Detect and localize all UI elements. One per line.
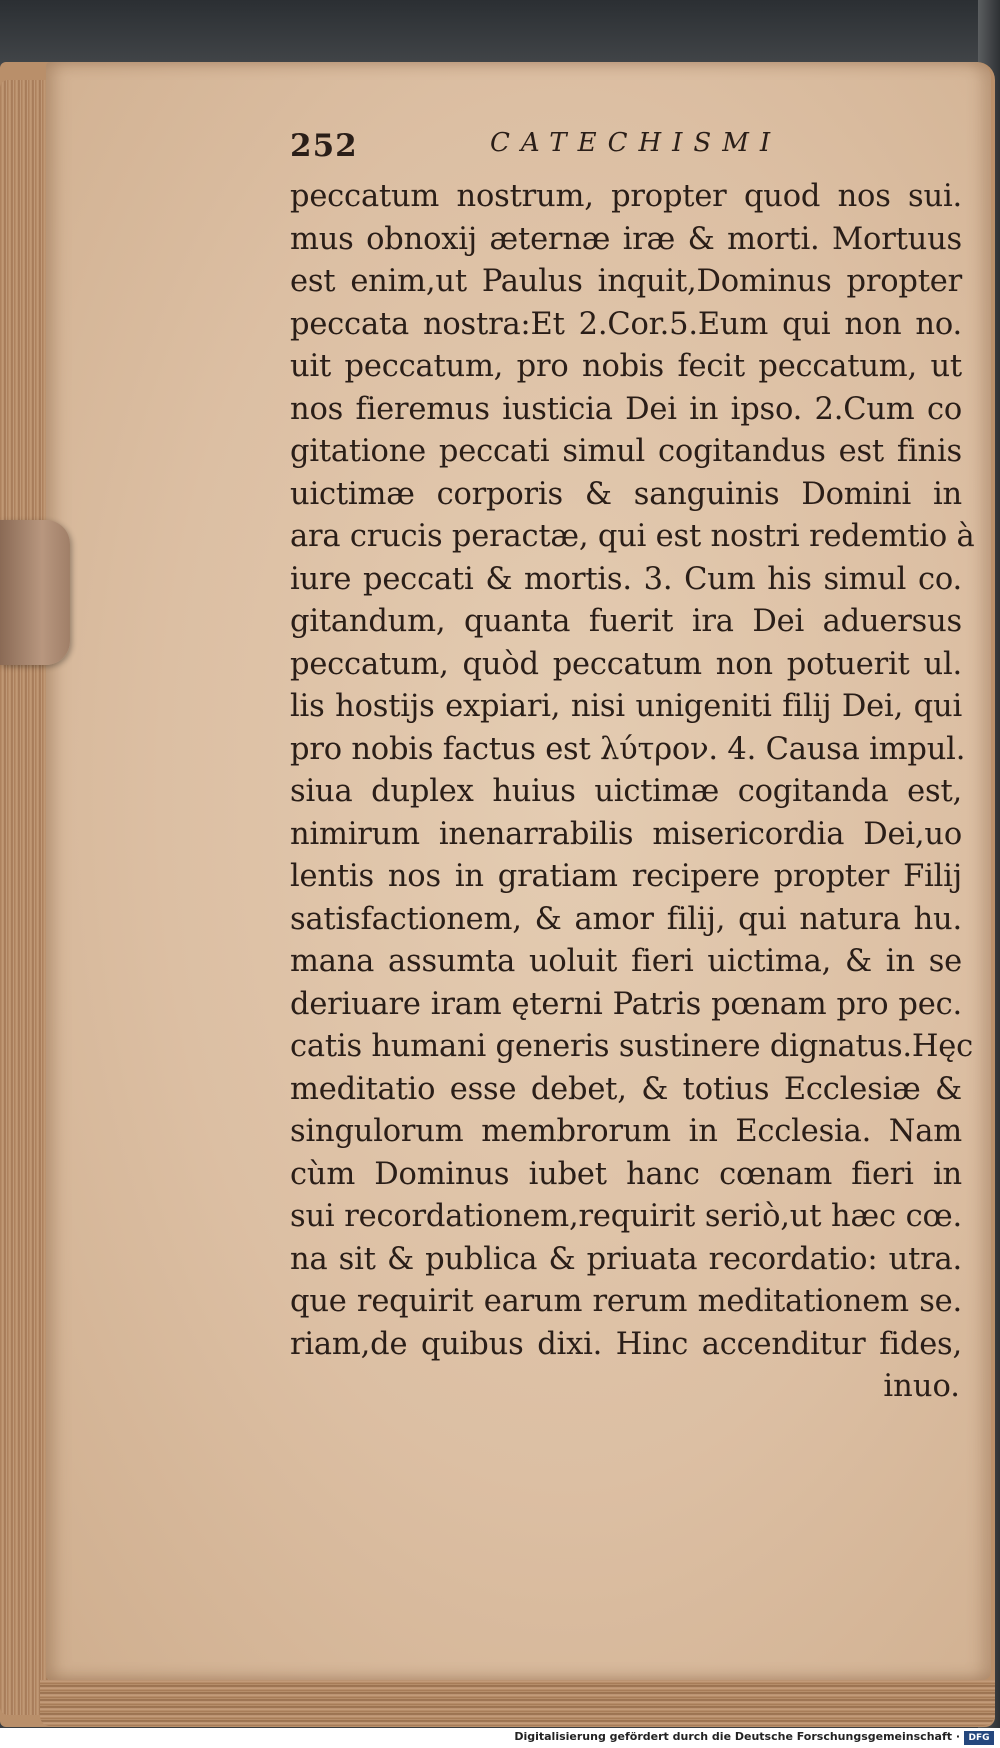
text-line: satisfactionem, & amor filij, qui natura hu. — [290, 901, 962, 937]
text-line: iure peccati & mortis. 3. Cum his simul co. — [290, 561, 962, 597]
page-text-block — [290, 122, 975, 1408]
text-line: lis hostijs expiari, nisi unigeniti filij Dei, qui — [290, 689, 962, 724]
text-line: cùm Dominus iubet hanc cœnam fieri in — [290, 1156, 962, 1192]
catchword: inuo. — [883, 1369, 960, 1404]
text-line: singulorum membrorum in Ecclesia. Nam — [290, 1114, 962, 1149]
page-number: 252 — [290, 128, 358, 164]
body-text — [290, 176, 975, 1366]
bookmark-ribbon — [0, 520, 70, 665]
text-line: peccatum, quòd peccatum non potuerit ul. — [290, 646, 962, 682]
text-line: catis humani generis sustinere dignatus.Hęc — [290, 1029, 974, 1064]
text-line: riam,de quibus dixi. Hinc accenditur fides, — [290, 1326, 962, 1362]
text-line: que requirit earum rerum meditationem se. — [290, 1284, 962, 1319]
text-line: nimirum inenarrabilis misericordia Dei,uo — [290, 816, 962, 852]
text-line: mus obnoxij æternæ iræ & morti. Mortuus — [290, 221, 962, 257]
text-line: uit peccatum, pro nobis fecit peccatum, ut — [290, 349, 962, 384]
text-line: gitatione peccati simul cogitandus est finis — [290, 434, 962, 469]
text-line: deriuare iram ęterni Patris pœnam pro pec. — [290, 986, 962, 1022]
dfg-logo: DFG — [964, 1731, 994, 1745]
page-header — [290, 122, 962, 176]
text-line: peccata nostra:Et 2.Cor.5.Eum qui non no. — [290, 306, 962, 342]
text-line: peccatum nostrum, propter quod nos sui. — [290, 179, 962, 214]
running-title: CATECHISMI — [490, 128, 782, 158]
text-line: na sit & publica & priuata recordatio: utra. — [290, 1241, 962, 1277]
page-edges-left — [0, 80, 52, 1715]
text-line: mana assumta uoluit fieri uictima, & in se — [290, 944, 962, 979]
text-line: pro nobis factus est λύτρον. 4. Causa impul. — [290, 731, 966, 767]
text-line: nos fieremus iusticia Dei in ipso. 2.Cum co — [290, 391, 962, 427]
text-line: ara crucis peractæ, qui est nostri redemtio à — [290, 519, 975, 554]
footer-bar — [0, 1728, 1000, 1748]
text-line: meditatio esse debet, & totius Ecclesiæ & — [290, 1071, 962, 1107]
text-line: lentis nos in gratiam recipere propter Filij — [290, 859, 962, 894]
text-line: sui recordationem,requirit seriò,ut hæc cœ. — [290, 1199, 962, 1234]
page-edges-bottom — [40, 1680, 995, 1726]
text-line: est enim,ut Paulus inquit,Dominus propter — [290, 264, 962, 299]
text-line: siua duplex huius uictimæ cogitanda est, — [290, 774, 962, 809]
text-line: uictimæ corporis & sanguinis Domini in — [290, 476, 962, 512]
text-line: gitandum, quanta fuerit ira Dei aduersus — [290, 604, 962, 639]
funding-credit: Digitalisierung gefördert durch die Deutsche Forschungsgemeinschaft · — [514, 1730, 960, 1743]
